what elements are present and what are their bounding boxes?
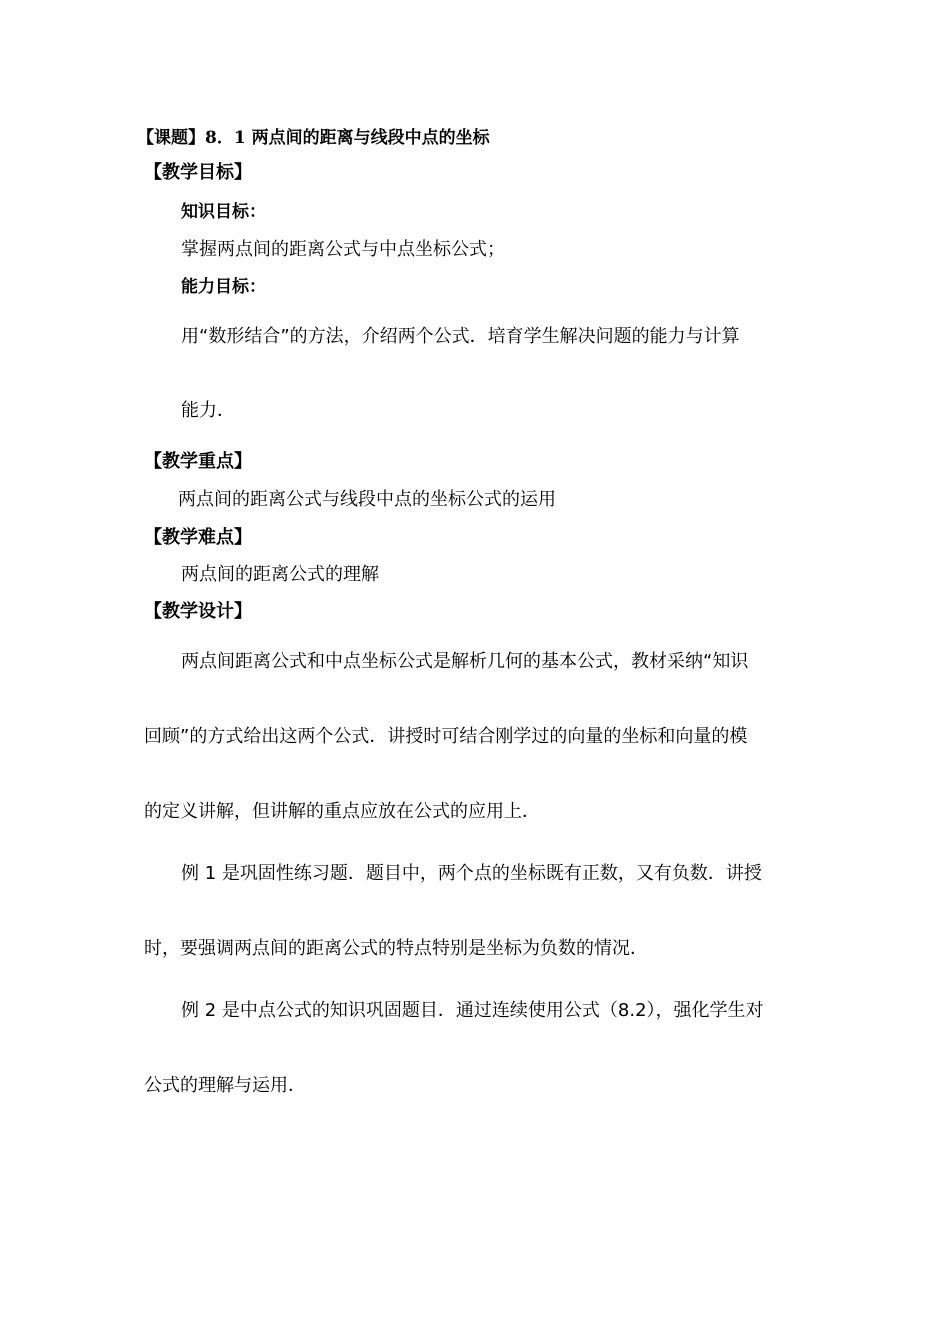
design-paragraph-line: 例 1 是巩固性练习题．题目中，两个点的坐标既有正数，又有负数．讲授 — [181, 863, 762, 884]
ability-objective-label: 能力目标： — [181, 277, 266, 297]
difficulties-text: 两点间的距离公式的理解 — [181, 564, 379, 585]
difficulties-heading: 【教学难点】 — [144, 527, 252, 548]
design-paragraph-line: 时，要强调两点间的距离公式的特点特别是坐标为负数的情况． — [144, 938, 648, 959]
design-paragraph-line: 例 2 是中点公式的知识巩固题目．通过连续使用公式（8.2），强化学生对 — [181, 1000, 764, 1021]
knowledge-objective-label: 知识目标： — [181, 202, 266, 222]
design-heading: 【教学设计】 — [144, 601, 252, 622]
ability-objective-text-line: 用“数形结合”的方法，介绍两个公式．培育学生解决问题的能力与计算 — [181, 326, 740, 347]
design-paragraph-line: 的定义讲解，但讲解的重点应放在公式的应用上． — [144, 801, 540, 822]
lesson-title: 【课题】8．1 两点间的距离与线段中点的坐标 — [137, 128, 490, 148]
key-points-text: 两点间的距离公式与线段中点的坐标公式的运用 — [178, 489, 556, 510]
key-points-heading: 【教学重点】 — [144, 451, 252, 472]
design-paragraph-line: 回顾”的方式给出这两个公式．讲授时可结合刚学过的向量的坐标和向量的模 — [144, 726, 748, 747]
design-paragraph-line: 公式的理解与运用． — [144, 1075, 306, 1096]
knowledge-objective-text: 掌握两点间的距离公式与中点坐标公式； — [181, 239, 505, 260]
objectives-heading: 【教学目标】 — [144, 162, 252, 183]
design-paragraph-line: 两点间距离公式和中点坐标公式是解析几何的基本公式，教材采纳“知识 — [181, 651, 749, 672]
ability-objective-text-line: 能力． — [181, 400, 235, 421]
